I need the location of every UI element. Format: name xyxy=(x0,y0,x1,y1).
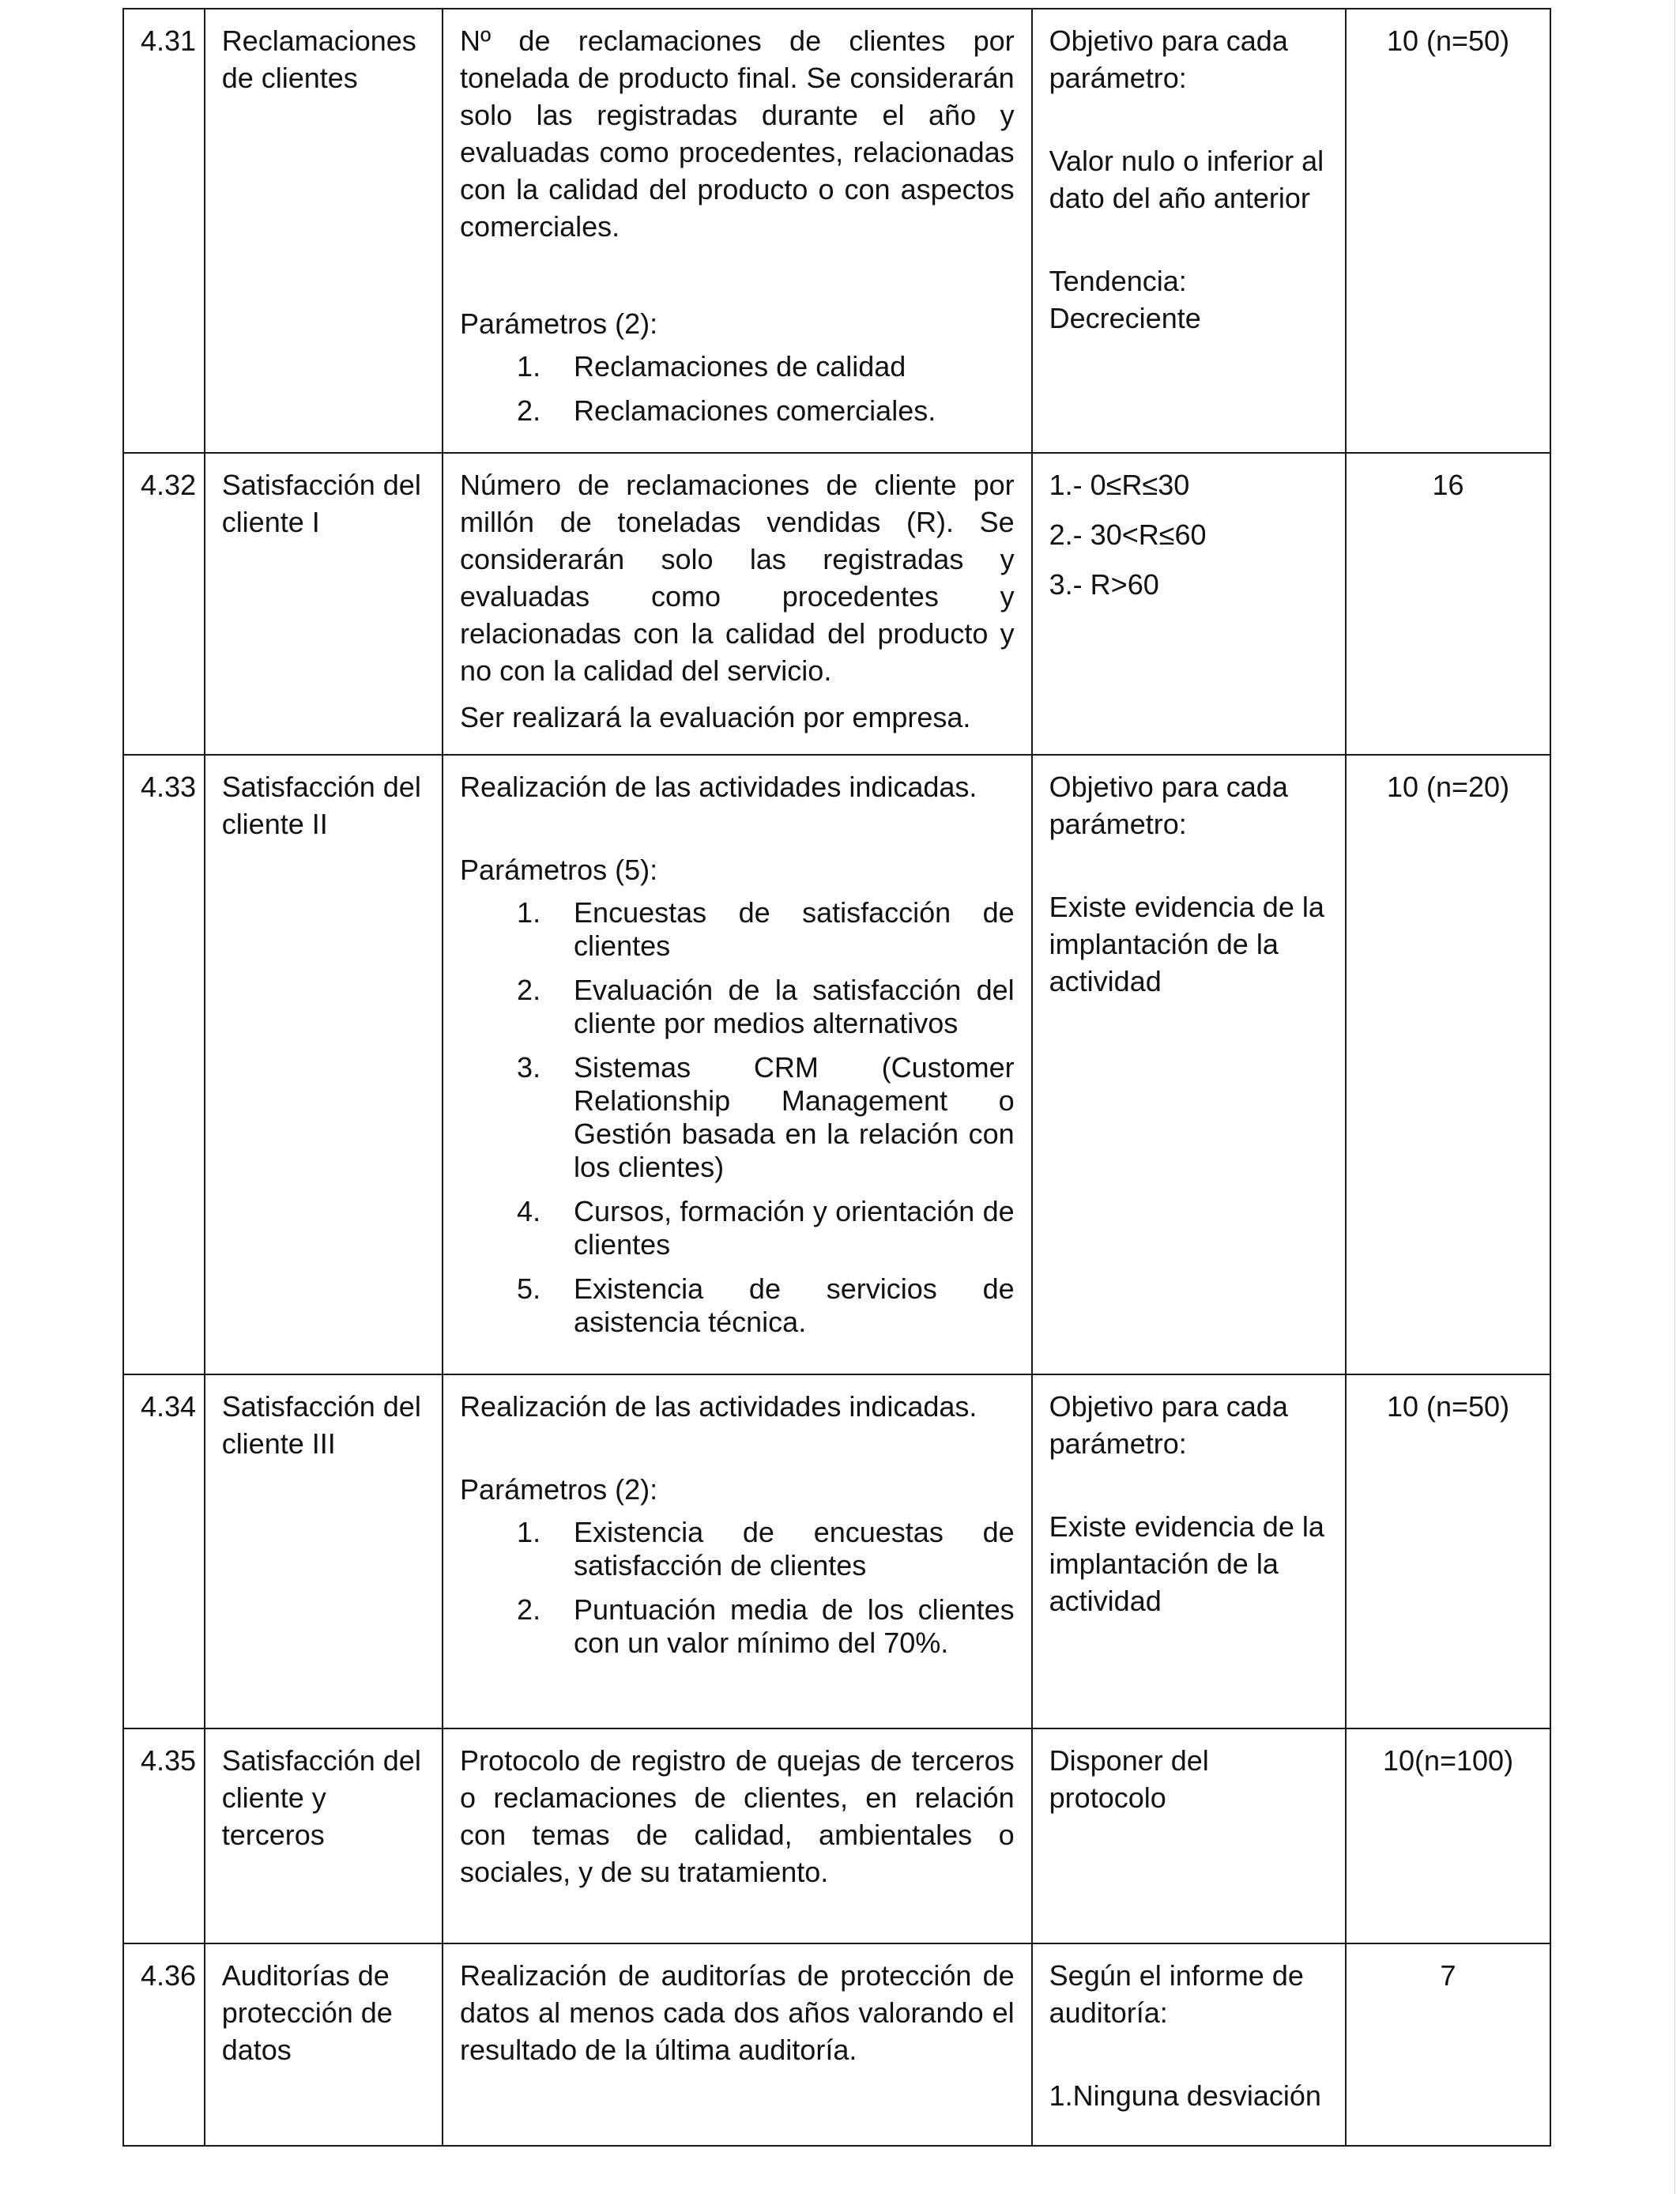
description-text: Realización de auditorías de protección de datos al menos cada dos años valorando el resultado de la última auditoría. xyxy=(460,1959,1015,2066)
list-item xyxy=(460,1195,1015,1261)
row-description xyxy=(443,9,1032,453)
list-text: Cursos, formación y orientación de clientes xyxy=(574,1195,1015,1261)
list-number: 3. xyxy=(517,1051,541,1084)
parameters-heading: Parámetros (2): xyxy=(460,307,658,340)
objective-text: 1.Ninguna desviación xyxy=(1049,2079,1321,2112)
table-row xyxy=(123,9,1550,453)
row-name: Satisfacción del cliente I xyxy=(205,453,443,755)
row-code: 4.34 xyxy=(123,1374,205,1728)
list-item xyxy=(460,350,1015,383)
row-points: 10 (n=50) xyxy=(1346,1374,1550,1728)
list-number: 2. xyxy=(517,1593,541,1626)
row-name: Satisfacción del cliente II xyxy=(205,755,443,1374)
parameters-heading: Parámetros (5): xyxy=(460,854,658,886)
row-code: 4.35 xyxy=(123,1728,205,1943)
parameters-heading: Parámetros (2): xyxy=(460,1473,658,1506)
row-objective xyxy=(1032,755,1346,1374)
parameters-list xyxy=(460,1516,1015,1660)
objective-text: Objetivo para cada parámetro: xyxy=(1049,1390,1288,1460)
row-objective xyxy=(1032,9,1346,453)
row-description xyxy=(443,1943,1032,2146)
objective-text: Objetivo para cada parámetro: xyxy=(1049,25,1288,94)
objective-text: Tendencia: Decreciente xyxy=(1049,265,1201,334)
description-text: Nº de reclamaciones de clientes por tonelada de producto final. Se considerarán solo las registradas durante el año y evaluadas como procedentes, relacionadas con la calidad del producto o con aspectos comerciales. xyxy=(460,25,1015,243)
list-text: Existencia de servicios de asistencia técnica. xyxy=(574,1272,1015,1338)
list-number: 2. xyxy=(517,394,541,427)
row-objective xyxy=(1032,453,1346,755)
row-objective xyxy=(1032,1374,1346,1728)
row-description xyxy=(443,1374,1032,1728)
list-item xyxy=(460,1272,1015,1339)
list-number: 1. xyxy=(517,350,541,383)
row-name: Satisfacción del cliente y terceros xyxy=(205,1728,443,1943)
row-objective xyxy=(1032,1943,1346,2146)
range-item: 1.- 0≤R≤30 xyxy=(1049,469,1190,501)
list-number: 2. xyxy=(517,974,541,1006)
objective-text: Existe evidencia de la implantación de la actividad xyxy=(1049,1510,1324,1617)
list-text: Evaluación de la satisfacción del cliente por medios alternativos xyxy=(574,974,1015,1039)
row-name: Satisfacción del cliente III xyxy=(205,1374,443,1728)
list-text: Existencia de encuestas de satisfacción de clientes xyxy=(574,1516,1015,1581)
list-item xyxy=(460,974,1015,1040)
range-item: 2.- 30<R≤60 xyxy=(1049,518,1207,551)
list-text: Sistemas CRM (Customer Relationship Management o Gestión basada en la relación con los clientes) xyxy=(574,1051,1015,1183)
parameters-list xyxy=(460,350,1015,428)
objective-text: Objetivo para cada parámetro: xyxy=(1049,771,1288,840)
row-name: Auditorías de protección de datos xyxy=(205,1943,443,2146)
row-points: 16 xyxy=(1346,453,1550,755)
list-number: 5. xyxy=(517,1272,541,1305)
list-text: Encuestas de satisfacción de clientes xyxy=(574,896,1015,962)
description-text: Número de reclamaciones de cliente por millón de toneladas vendidas (R). Se considerarán solo las registradas y evaluadas como procedentes y relacionadas con la calidad del producto y no con la calidad del servicio. xyxy=(460,469,1015,687)
description-note: Ser realizará la evaluación por empresa. xyxy=(460,701,971,733)
row-description xyxy=(443,1728,1032,1943)
objective-text: Según el informe de auditoría: xyxy=(1049,1959,1304,2029)
parameters-list xyxy=(460,896,1015,1339)
row-code: 4.33 xyxy=(123,755,205,1374)
list-number: 1. xyxy=(517,1516,541,1548)
description-text: Realización de las actividades indicadas. xyxy=(460,771,977,803)
objective-text: Existe evidencia de la implantación de la actividad xyxy=(1049,891,1324,997)
row-points: 10(n=100) xyxy=(1346,1728,1550,1943)
list-text: Puntuación media de los clientes con un valor mínimo del 70%. xyxy=(574,1593,1015,1659)
list-number: 1. xyxy=(517,896,541,929)
list-number: 4. xyxy=(517,1195,541,1227)
description-text: Realización de las actividades indicadas. xyxy=(460,1390,977,1423)
description-text: Protocolo de registro de quejas de terceros o reclamaciones de clientes, en relación con temas de calidad, ambientales o sociales, y de su tratamiento. xyxy=(460,1744,1015,1888)
table-row xyxy=(123,1728,1550,1943)
row-code: 4.36 xyxy=(123,1943,205,2146)
row-objective xyxy=(1032,1728,1346,1943)
table-row xyxy=(123,755,1550,1374)
list-item xyxy=(460,1593,1015,1660)
row-code: 4.31 xyxy=(123,9,205,453)
range-item: 3.- R>60 xyxy=(1049,568,1159,601)
table-row xyxy=(123,1943,1550,2146)
list-item xyxy=(460,394,1015,428)
row-points: 10 (n=50) xyxy=(1346,9,1550,453)
row-points: 10 (n=20) xyxy=(1346,755,1550,1374)
list-text: Reclamaciones de calidad xyxy=(574,350,906,383)
objective-text: Disponer del protocolo xyxy=(1049,1744,1209,1814)
table-row xyxy=(123,1374,1550,1728)
criteria-table xyxy=(122,8,1551,2147)
list-text: Reclamaciones comerciales. xyxy=(574,394,936,427)
row-description xyxy=(443,755,1032,1374)
row-name: Reclamaciones de clientes xyxy=(205,9,443,453)
row-points: 7 xyxy=(1346,1943,1550,2146)
list-item xyxy=(460,1516,1015,1582)
table-row xyxy=(123,453,1550,755)
row-code: 4.32 xyxy=(123,453,205,755)
list-item xyxy=(460,896,1015,963)
page-edge-line xyxy=(1674,0,1675,2194)
objective-text: Valor nulo o inferior al dato del año anterior xyxy=(1049,145,1324,214)
row-description xyxy=(443,453,1032,755)
list-item xyxy=(460,1051,1015,1184)
